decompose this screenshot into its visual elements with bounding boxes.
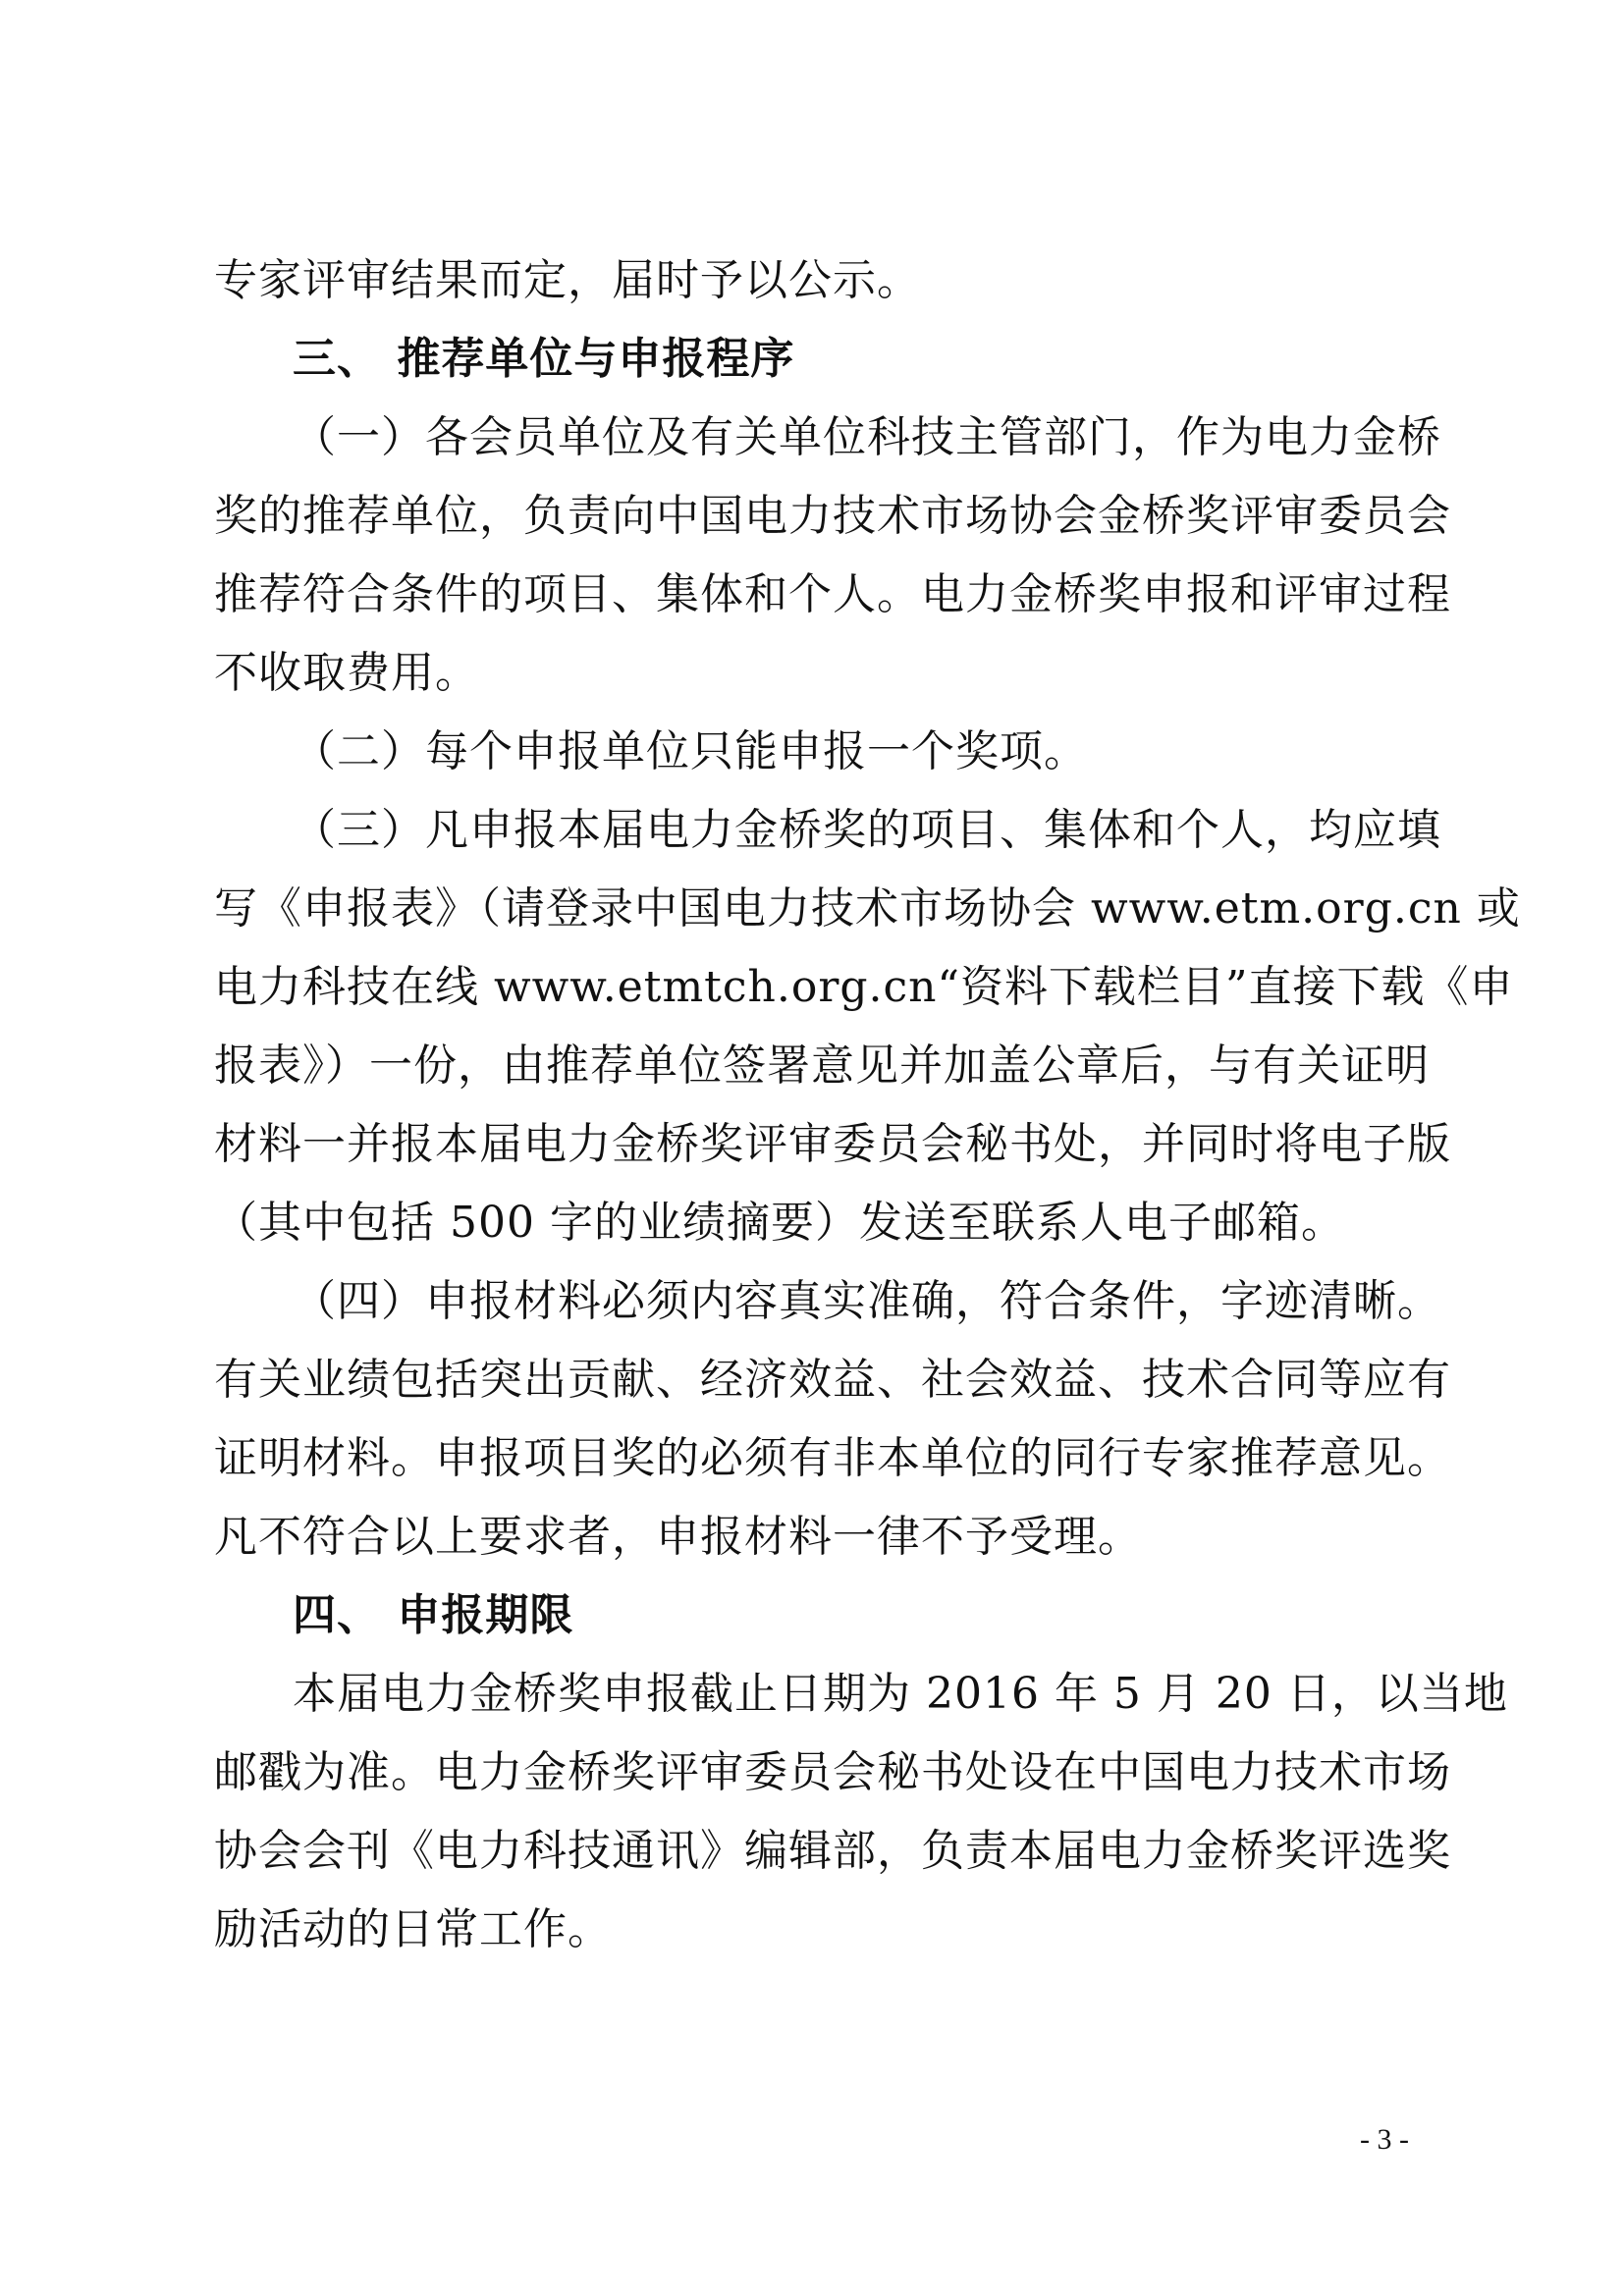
paragraph-1-line-2: 奖的推荐单位，负责向中国电力技术市场协会金桥奖评审委员会 [214, 491, 1451, 541]
paragraph-3-line-5: 材料一并报本届电力金桥奖评审委员会秘书处，并同时将电子版 [214, 1119, 1451, 1169]
paragraph-3-line-3: 电力科技在线 www.etmtch.org.cn“资料下载栏目”直接下载《申 [214, 962, 1514, 1012]
paragraph-5-line-4: 励活动的日常工作。 [214, 1904, 612, 1954]
paragraph-5-line-1: 本届电力金桥奖申报截止日期为 2016 年 5 月 20 日，以当地 [293, 1669, 1508, 1719]
page-number: - 3 - [1360, 2123, 1409, 2156]
paragraph-3-line-6: （其中包括 500 字的业绩摘要）发送至联系人电子邮箱。 [214, 1198, 1345, 1248]
paragraph-continuation: 专家评审结果而定，届时予以公示。 [214, 255, 921, 305]
paragraph-2-line-1: （二）每个申报单位只能申报一个奖项。 [293, 726, 1088, 776]
paragraph-4-line-4: 凡不符合以上要求者，申报材料一律不予受理。 [214, 1512, 1142, 1562]
paragraph-5-line-2: 邮戳为准。电力金桥奖评审委员会秘书处设在中国电力技术市场 [214, 1747, 1451, 1797]
paragraph-5-line-3: 协会会刊《电力科技通讯》编辑部，负责本届电力金桥奖评选奖 [214, 1826, 1451, 1876]
paragraph-4-line-3: 证明材料。申报项目奖的必须有非本单位的同行专家推荐意见。 [214, 1433, 1451, 1483]
paragraph-3-line-2: 写《申报表》（请登录中国电力技术市场协会 www.etm.org.cn 或 [214, 883, 1521, 934]
paragraph-4-line-1: （四）申报材料必须内容真实准确，符合条件，字迹清晰。 [293, 1276, 1441, 1326]
paragraph-1-line-3: 推荐符合条件的项目、集体和个人。电力金桥奖申报和评审过程 [214, 569, 1451, 619]
section-heading-3: 三、 推荐单位与申报程序 [293, 334, 795, 384]
paragraph-1-line-1: （一）各会员单位及有关单位科技主管部门，作为电力金桥 [293, 412, 1441, 462]
paragraph-4-line-2: 有关业绩包括突出贡献、经济效益、社会效益、技术合同等应有 [214, 1355, 1451, 1405]
paragraph-3-line-4: 报表》）一份，由推荐单位签署意见并加盖公章后，与有关证明 [214, 1041, 1430, 1091]
paragraph-1-line-4: 不收取费用。 [214, 648, 479, 698]
section-heading-4: 四、 申报期限 [293, 1590, 574, 1640]
paragraph-3-line-1: （三）凡申报本届电力金桥奖的项目、集体和个人，均应填 [293, 805, 1441, 855]
